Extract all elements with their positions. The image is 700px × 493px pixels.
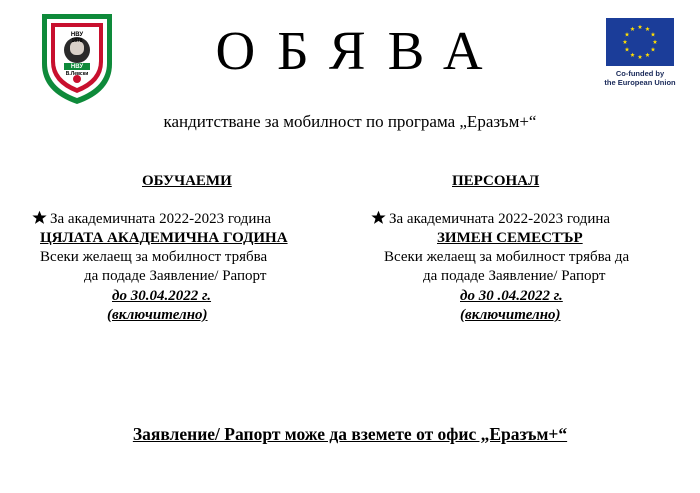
staff-line3: Всеки желаещ за мобилност трябва да [384,249,630,265]
crest-mid-text: НВУ [70,64,84,70]
crest-year-text: 1878 [71,38,83,44]
eu-caption-line2: the European Union [604,78,676,87]
crest-bottom-text: В.Левски [65,71,89,77]
trainees-line1-row [32,210,271,228]
footer-note: Заявление/ Рапорт може да вземете от офис „Еразъм+“ [132,424,568,444]
staff-inclusive: (включително) [460,307,561,323]
staff-heading: ПЕРСОНАЛ [452,173,540,189]
star-bullet-icon [371,210,386,225]
eu-caption-line1: Co-funded by [615,69,665,78]
trainees-inclusive: (включително) [107,307,208,323]
trainees-period: ЦЯЛАТА АКАДЕМИЧНА ГОДИНА [40,230,288,246]
staff-line4: да подаде Заявление/ Рапорт [423,268,606,284]
staff-period: ЗИМЕН СЕМЕСТЪР [437,230,583,246]
trainees-line4: да подаде Заявление/ Рапорт [84,268,267,284]
staff-line1-row [371,210,610,228]
staff-line1: За академичната 2022-2023 година [389,211,611,227]
trainees-deadline: до 30.04.2022 г. [112,288,212,304]
trainees-heading: ОБУЧАЕМИ [142,173,232,189]
staff-deadline: до 30 .04.2022 г. [460,288,563,304]
page-title: ОБЯВА [215,20,505,81]
trainees-line3: Всеки желаещ за мобилност трябва [40,249,268,265]
trainees-line1: За академичната 2022-2023 година [50,211,272,227]
star-bullet-icon [32,210,47,225]
crest-top-text: НВУ [70,32,84,38]
page-subtitle: кандитстване за мобилност по програма „Еразъм+“ [163,112,537,131]
